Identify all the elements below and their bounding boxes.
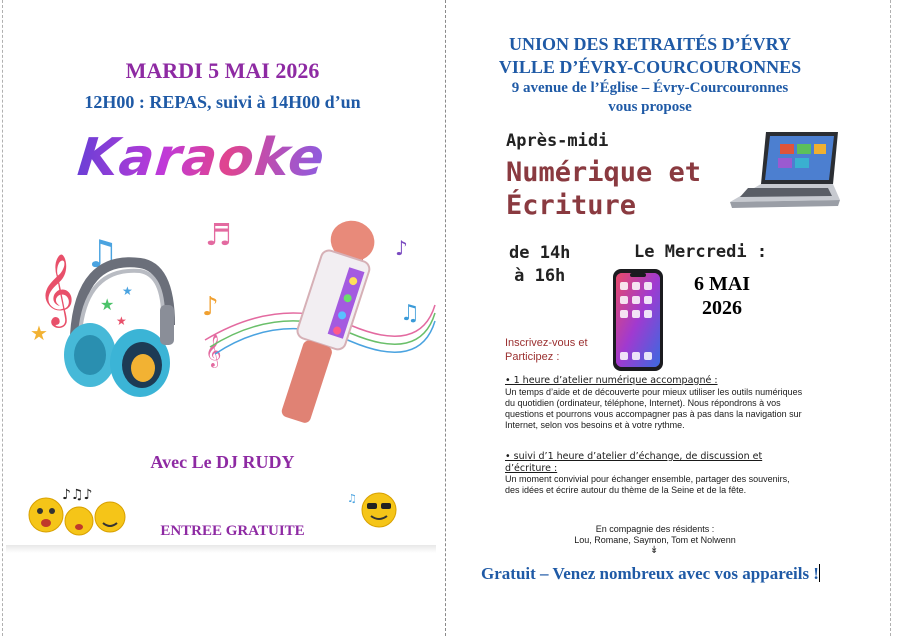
svg-text:★: ★: [122, 284, 133, 298]
music-notes-icon: ♪♫♪: [62, 487, 93, 503]
signup-line2: Participez :: [505, 351, 560, 363]
signup-line1: Inscrivez-vous et: [505, 337, 588, 349]
signup-text: [505, 336, 588, 364]
headphones-icon: [64, 262, 174, 397]
hours-line2: à 16h: [514, 266, 566, 286]
karaoke-illustration: [20, 215, 440, 445]
svg-text:★: ★: [116, 314, 127, 328]
svg-text:♬: ♬: [205, 218, 232, 253]
page-edge-right: [890, 0, 891, 636]
karaoke-headline: Karaoke: [74, 128, 328, 188]
org-address: 9 avenue de l’Église – Évry-Courcouronnes: [511, 80, 789, 96]
svg-text:♫: ♫: [347, 492, 357, 505]
pointer-arrow-icon: ↡: [650, 545, 659, 556]
svg-text:♫: ♫: [400, 301, 420, 326]
free-entry: ENTREE GRATUITE: [160, 523, 305, 539]
workshop-title: [506, 156, 701, 222]
hours: [509, 242, 570, 288]
text-cursor: [819, 564, 820, 582]
svg-text:𝄞: 𝄞: [38, 252, 75, 325]
svg-text:★: ★: [100, 295, 115, 314]
svg-text:𝄞: 𝄞: [205, 334, 222, 367]
day-label: Le Mercredi :: [634, 242, 768, 262]
footer-line: Gratuit – Venez nombreux avec vos appareils !: [481, 564, 819, 583]
laptop-icon: [728, 128, 843, 212]
page-bottom-shadow: [6, 545, 436, 553]
workshop-date: [672, 272, 772, 320]
org-name-line2: VILLE D’ÉVRY-COURCOURONNES: [498, 57, 802, 77]
workshop-date-line2: 2026: [702, 297, 742, 319]
svg-text:★: ★: [30, 321, 48, 345]
workshop-date-line1: 6 MAI: [693, 273, 751, 295]
proposes-text: vous propose: [608, 99, 692, 115]
company-text: [560, 524, 750, 546]
afternoon-label: Après-midi: [506, 131, 609, 151]
org-name-line1: UNION DES RETRAITÉS D’ÉVRY: [509, 34, 791, 54]
karaoke-date: MARDI 5 MAI 2026: [125, 58, 320, 83]
svg-text:♫: ♫: [85, 232, 120, 276]
company-line1: En compagnie des résidents :: [595, 524, 715, 534]
karaoke-time-line: 12H00 : REPAS, suivi à 14H00 d’un: [84, 92, 361, 112]
block1-text: Un temps d’aide et de découverte pour mieux utiliser les outils numériques du quotidien (ordinateur, téléphone, Internet). Nous répondrons à vos questions et pourrons vous accompagner pas à pas dans la navigation sur Internet, selon vos besoins et à votre rythme.: [505, 387, 803, 430]
company-line2: Lou, Romane, Saymon, Tom et Nolwenn: [574, 535, 736, 545]
smartphone-icon: [612, 268, 664, 372]
page-fold-divider: [445, 0, 446, 636]
block1-heading: • 1 heure d’atelier numérique accompagné :: [505, 375, 718, 386]
svg-text:♪: ♪: [202, 292, 219, 322]
workshop-title-line1: Numérique et: [506, 157, 702, 188]
block2-heading: • suivi d’1 heure d’atelier d’échange, de discussion et d’écriture :: [505, 451, 763, 474]
block2-text: Un moment convivial pour échanger ensemble, partager des souvenirs, des idées et écrire autour du thème de la Seine et de la fête.: [505, 474, 790, 495]
svg-text:♪: ♪: [395, 236, 408, 260]
dj-line: Avec Le DJ RUDY: [150, 452, 295, 472]
hours-line1: de 14h: [509, 243, 571, 263]
workshop-title-line2: Écriture: [506, 190, 637, 221]
